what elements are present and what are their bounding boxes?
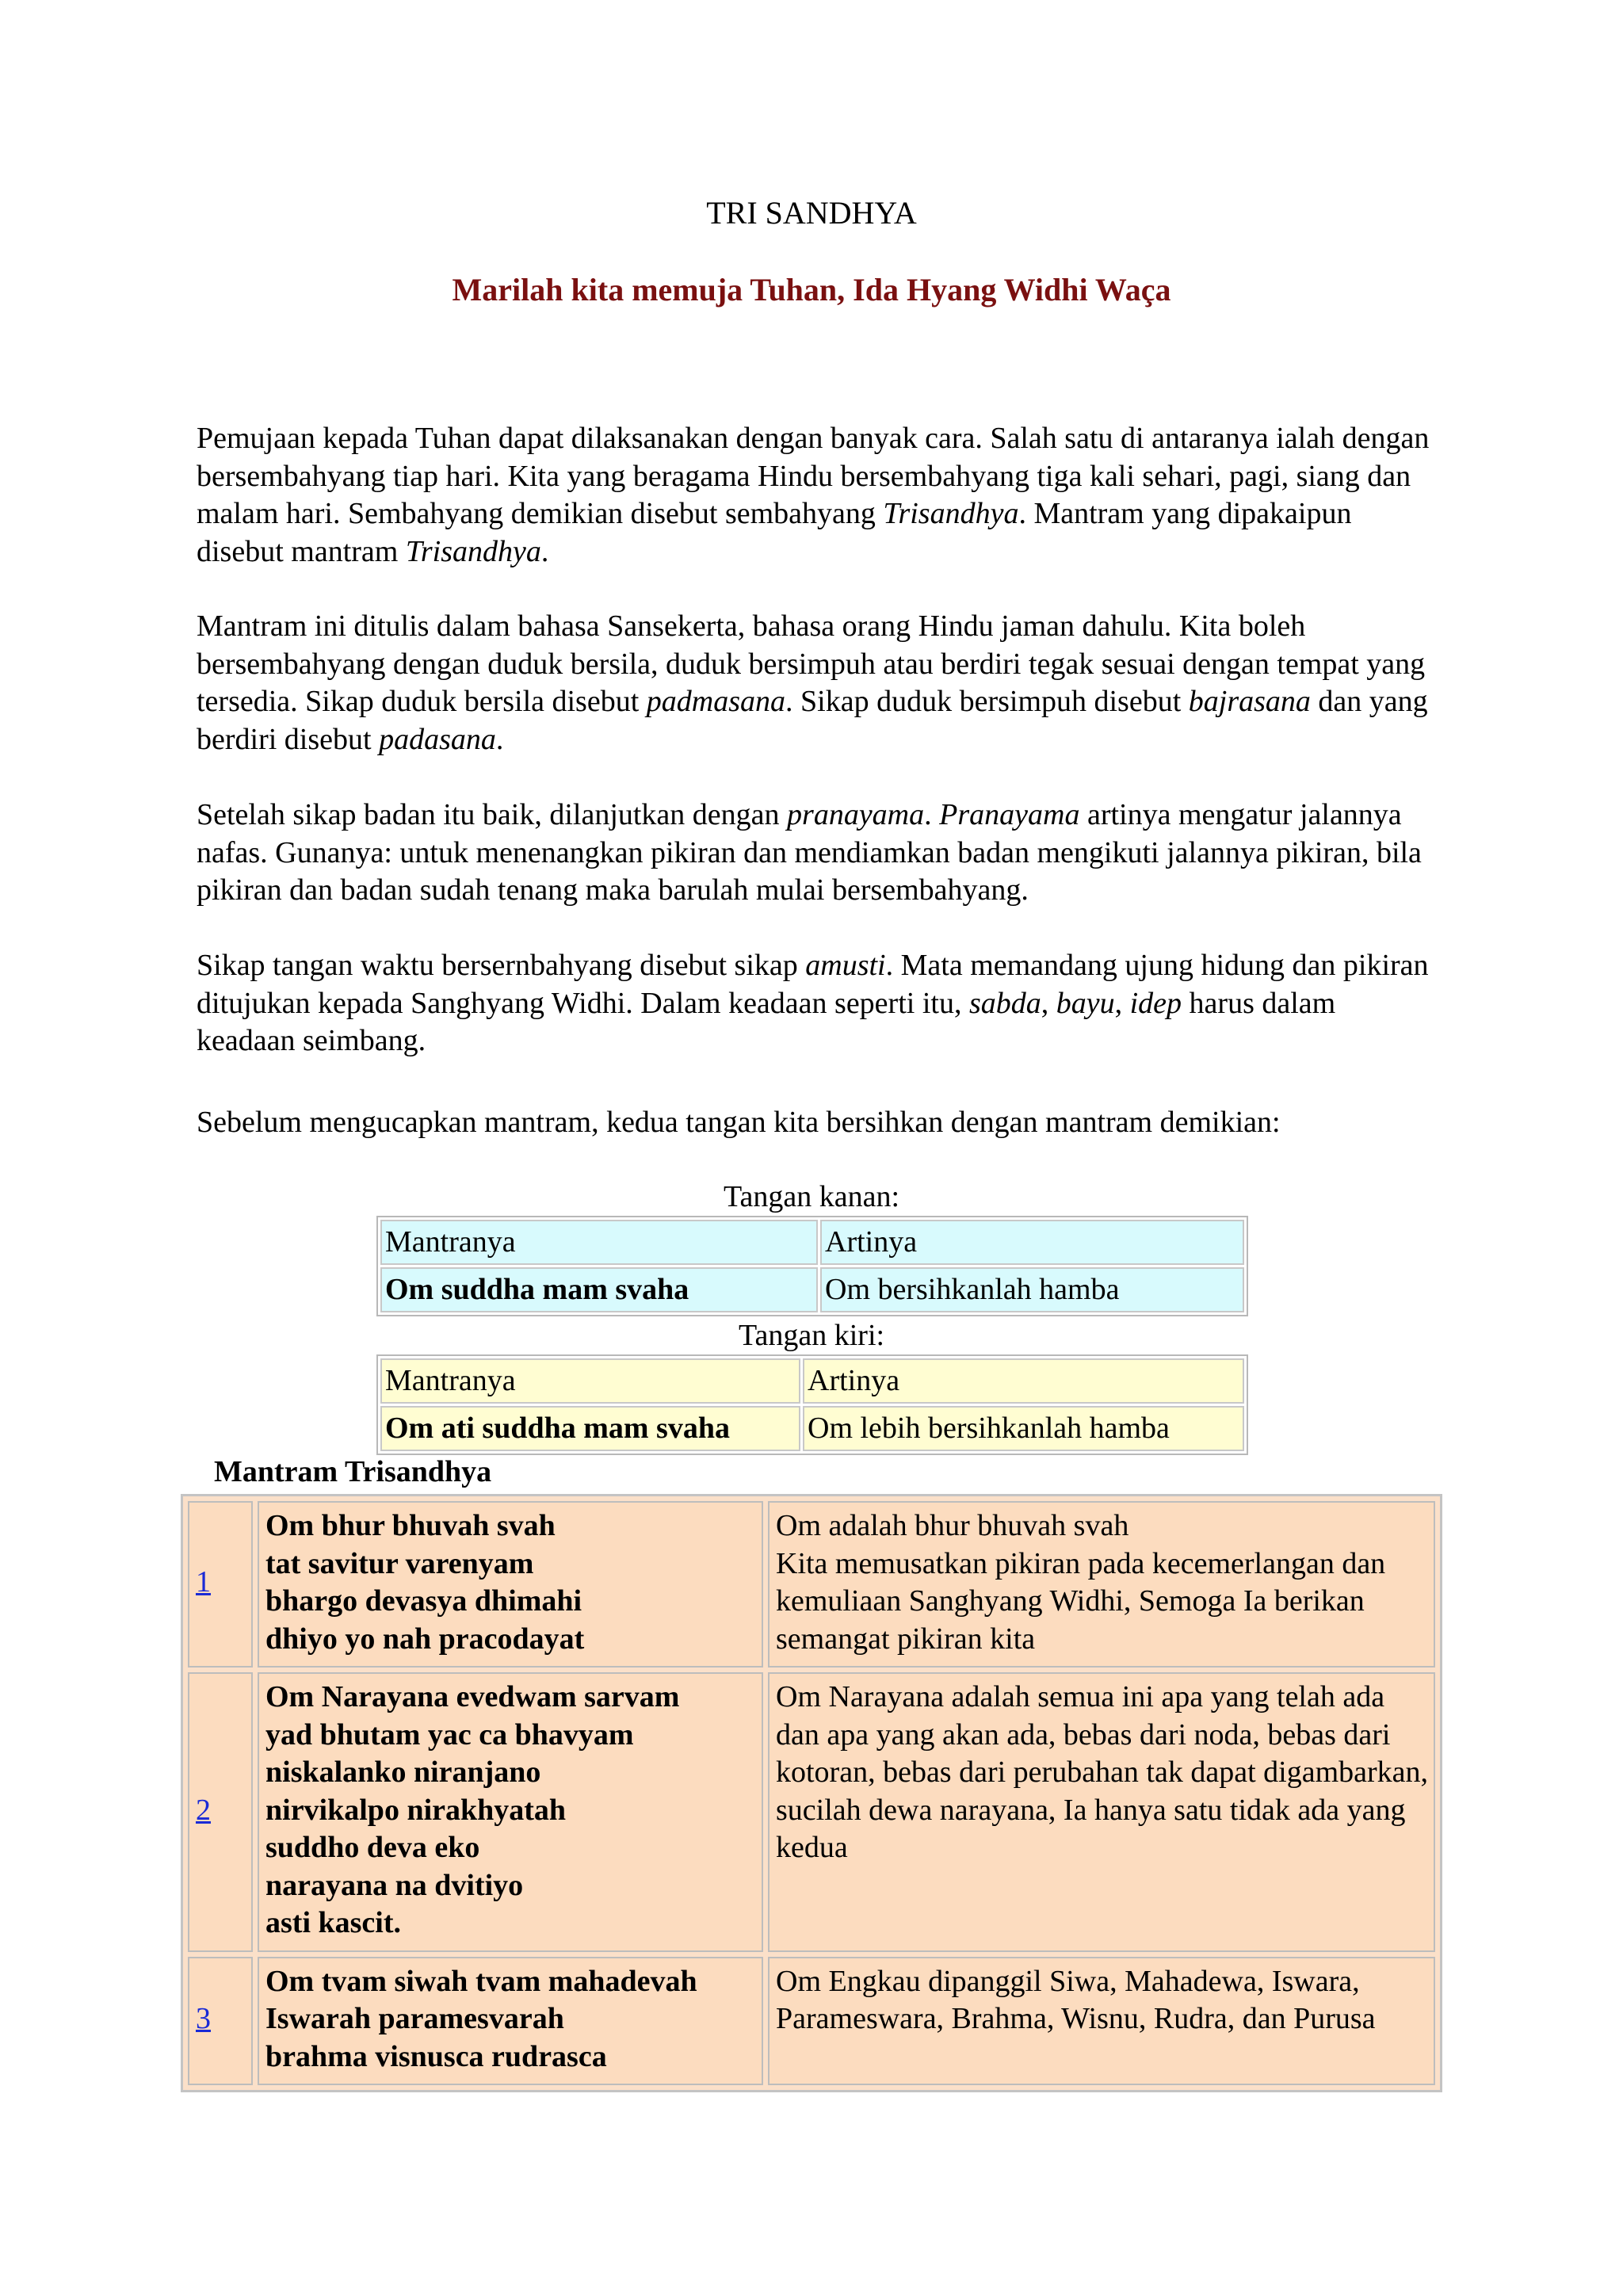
table-row [188, 1672, 1435, 1952]
page-subtitle: Marilah kita memuja Tuhan, Ida Hyang Widhi Waça [452, 272, 1171, 308]
text: dan yang berdiri disebut [197, 685, 1428, 756]
row-number-link[interactable]: 3 [196, 2002, 211, 2035]
table-header-row [380, 1358, 1244, 1404]
italic-term: bayu [1056, 986, 1115, 1020]
meaning-cell [768, 1957, 1435, 2086]
verse-line: brahma visnusca rudrasca [265, 2039, 607, 2073]
text: , [1041, 986, 1056, 1020]
text: . [495, 722, 504, 756]
text: . Mantram yang dipakaipun disebut mantram [197, 497, 1352, 568]
meaning-line: Om Engkau dipanggil Siwa, Mahadewa, Iswara, Parameswara, Brahma, Wisnu, Rudra, dan Purusa [776, 1964, 1376, 2035]
verse-line: tat savitur varenyam [265, 1546, 534, 1580]
paragraph-3 [197, 797, 1433, 910]
italic-term: bajrasana [1188, 685, 1311, 718]
text: . Mata memandang ujung hidung dan pikiran ditujukan kepada Sanghyang Widhi. Dalam keadaan seperti itu, [197, 949, 1429, 1020]
italic-term: sabda [968, 986, 1041, 1020]
verse-line: Iswarah paramesvarah [265, 2002, 564, 2035]
mantra-cell: Om suddha mam svaha [380, 1267, 818, 1312]
page-title: TRI SANDHYA [706, 195, 917, 231]
row-number-link[interactable]: 2 [196, 1793, 211, 1827]
text: artinya mengatur jalannya nafas. Gunanya: untuk menenangkan pikiran dan mendiamkan badan mengikuti jalannya pikiran, bila pikiran dan badan sudah tenang maka barulah mulai bersembahyang. [197, 798, 1422, 907]
paragraph-4 [197, 947, 1433, 1060]
text: . Sikap duduk bersimpuh disebut [785, 685, 1189, 718]
header-cell: Mantranya [380, 1220, 818, 1265]
mantram-section-label: Mantram Trisandhya [214, 1455, 492, 1488]
italic-term: Pranayama [939, 798, 1080, 831]
italic-term: Trisandhya [883, 497, 1019, 530]
verse-line: asti kascit. [265, 1906, 401, 1939]
verse-cell [258, 1957, 763, 2086]
verse-line: nirvikalpo nirakhyatah [265, 1793, 567, 1827]
text: . [924, 798, 940, 831]
row-number-cell [188, 1672, 253, 1952]
meaning-line: Om adalah bhur bhuvah svah [776, 1509, 1129, 1542]
meaning-cell: Om bersihkanlah hamba [820, 1267, 1244, 1312]
italic-term: Trisandhya [405, 534, 541, 568]
text: Sikap tangan waktu bersernbahyang disebut sikap [197, 949, 806, 982]
row-number-link[interactable]: 1 [196, 1565, 211, 1599]
verse-line: dhiyo yo nah pracodayat [265, 1622, 585, 1656]
paragraph-2 [197, 608, 1433, 758]
table-row [380, 1267, 1244, 1312]
verse-cell [258, 1501, 763, 1668]
table-header-row [380, 1220, 1244, 1265]
header-cell: Mantranya [380, 1358, 800, 1404]
meaning-cell [768, 1501, 1435, 1668]
text: Pemujaan kepada Tuhan dapat dilaksanakan dengan banyak cara. Salah satu di antaranya ialah dengan bersembahyang tiap hari. Kita yang beragama Hindu bersembahyang tiga kali sehari, pagi, siang dan malam hari. Sembahyang demikian disebut sembahyang [197, 422, 1430, 530]
left-hand-table [376, 1354, 1248, 1455]
row-number-cell [188, 1501, 253, 1668]
verse-line: suddho deva eko [265, 1831, 480, 1864]
italic-term: padasana [379, 722, 496, 756]
mantram-table [181, 1494, 1442, 2092]
paragraph-1 [197, 420, 1433, 571]
meaning-line: Om Narayana adalah semua ini apa yang telah ada dan apa yang akan ada, bebas dari noda, bebas dari kotoran, bebas dari perubahan tak dapat digambarkan, sucilah dewa narayana, Ia hanya satu tidak ada yang kedua [776, 1680, 1429, 1864]
table-row [188, 1957, 1435, 2086]
text: harus dalam keadaan seimbang. [197, 986, 1336, 1057]
verse-line: yad bhutam yac ca bhavyam [265, 1717, 634, 1752]
verse-line: Om bhur bhuvah svah [265, 1509, 556, 1542]
verse-line: niskalanko niranjano [265, 1755, 541, 1789]
text: , [1114, 986, 1130, 1020]
table-row [380, 1406, 1244, 1451]
italic-term: amusti [805, 949, 886, 982]
verse-cell [258, 1672, 763, 1952]
text: . [540, 534, 549, 568]
left-hand-caption: Tangan kiri: [738, 1319, 885, 1352]
italic-term: padmasana [646, 685, 786, 718]
italic-term: pranayama [787, 798, 925, 831]
meaning-line: Kita memusatkan pikiran pada kecemerlangan dan kemuliaan Sanghyang Widhi, Semoga Ia berikan semangat pikiran kita [776, 1546, 1386, 1656]
meaning-cell: Om lebih bersihkanlah hamba [803, 1406, 1244, 1451]
verse-line: Om Narayana evedwam sarvam [265, 1680, 680, 1713]
right-hand-table [376, 1216, 1248, 1316]
text: Sebelum mengucapkan mantram, kedua tangan kita bersihkan dengan mantram demikian: [197, 1106, 1281, 1139]
italic-term: idep [1129, 986, 1182, 1020]
header-cell: Artinya [820, 1220, 1244, 1265]
verse-line: Om tvam siwah tvam mahadevah [265, 1964, 697, 1998]
verse-line: bhargo devasya dhimahi [265, 1584, 582, 1618]
row-number-cell [188, 1957, 253, 2086]
verse-line: narayana na dvitiyo [265, 1868, 524, 1902]
mantra-cell: Om ati suddha mam svaha [380, 1406, 800, 1451]
text: Setelah sikap badan itu baik, dilanjutkan dengan [197, 798, 788, 831]
text: Mantram ini ditulis dalam bahasa Sansekerta, bahasa orang Hindu jaman dahulu. Kita boleh bersembahyang dengan duduk bersila, duduk bersimpuh atau berdiri tegak sesuai dengan tempat yang tersedia. Sikap duduk bersila disebut [197, 609, 1426, 718]
header-cell: Artinya [803, 1358, 1244, 1404]
meaning-cell [768, 1672, 1435, 1952]
right-hand-caption: Tangan kanan: [723, 1180, 900, 1213]
paragraph-5 [197, 1104, 1433, 1142]
table-row [188, 1501, 1435, 1668]
